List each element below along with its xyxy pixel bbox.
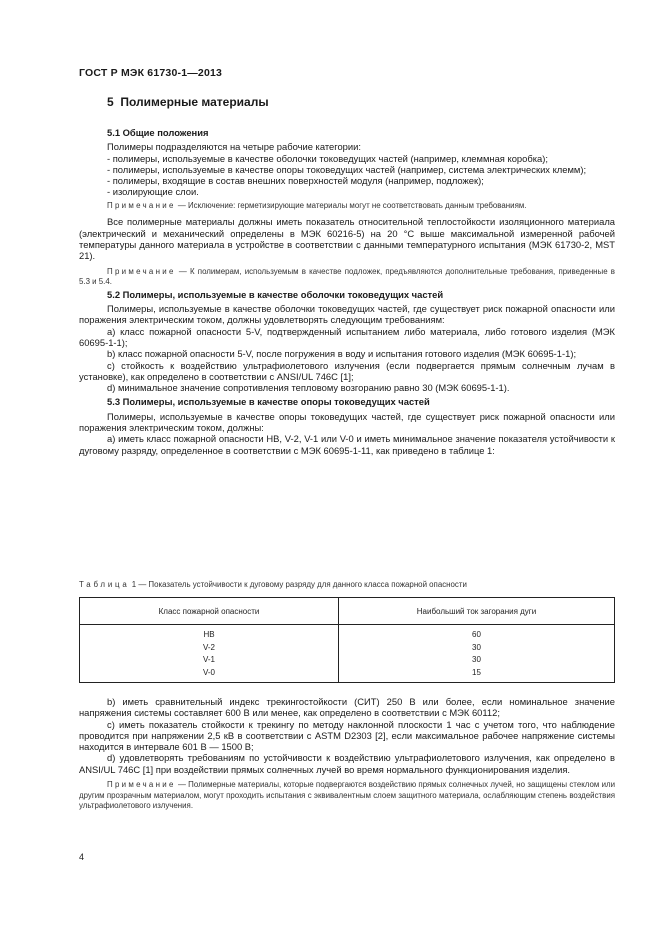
column-header: Наибольший ток загорания дуги xyxy=(339,598,615,625)
note-label: Примечание xyxy=(107,266,176,276)
subsection-title: 5.3 Полимеры, используемые в качестве опоры токоведущих частей xyxy=(107,396,430,408)
table-caption-text: 1 — Показатель устойчивости к дуговому разряду для данного класса пожарной опасности xyxy=(131,580,467,589)
list-item: - изолирующие слои. xyxy=(107,186,199,198)
paragraph: Все полимерные материалы должны иметь показатель относительной теплостойкости изоляционного материала (электрический и механический определены в МЭК 60216-5) на 20 °С выше максимальной измеренной рабочей температуры данного материала в устройстве в соответствии с данными температурного испытания (МЭК 61730-2, MST 21). xyxy=(79,216,615,262)
note xyxy=(79,267,615,288)
section-5-3-continued xyxy=(79,696,615,812)
list-item: - полимеры, используемые в качестве опоры токоведущих частей (например, система электрических клемм); xyxy=(107,163,587,175)
section-title: Полимерные материалы xyxy=(120,95,269,109)
note-text: — Исключение: герметизирующие материалы могут не соответствовать данным требованиям. xyxy=(177,200,527,210)
table-caption xyxy=(79,580,619,589)
table-cell: V-0 xyxy=(80,667,339,683)
list-item: c) стойкость к воздействию ультрафиолетового излучения (если подвергается прямым солнечным лучам в установке), как определено в соответствии с ANSI/UL 746C [1]; xyxy=(79,359,615,382)
list-item: - полимеры, входящие в состав внешних поверхностей модуля (например, подложек); xyxy=(107,175,484,187)
column-header: Класс пожарной опасности xyxy=(80,598,339,625)
page-number: 4 xyxy=(79,852,85,862)
section-5-1 xyxy=(79,127,615,456)
table-cell: HB xyxy=(80,625,339,642)
paragraph: Полимеры подразделяются на четыре рабочие категории: xyxy=(107,141,361,153)
note xyxy=(79,201,615,212)
arc-resistance-table xyxy=(79,597,615,683)
note-label: Примечание xyxy=(107,200,176,210)
list-item: a) класс пожарной опасности 5-V, подтвержденный испытанием либо материала, либо готового изделия (МЭК 60695-1-1); xyxy=(79,325,615,348)
list-item: b) иметь сравнительный индекс трекингостойкости (СИТ) 250 В или более, если номинальное значение напряжения системы составляет 600 В или менее, как определено в соответствии с МЭК 60112; xyxy=(79,696,615,719)
table-cell: V-2 xyxy=(80,642,339,655)
list-item: c) иметь показатель стойкости к трекингу по методу наклонной плоскости 1 час с учетом того, что наблюдение проводится при напряжении 2,5 кВ в соответствии с ASTM D2303 [2], если максимальное рабочее напряжение системы находится в интервале 601 В — 1500 В; xyxy=(79,718,615,753)
table-cell: 60 xyxy=(472,630,481,639)
list-item: d) минимальное значение сопротивления тепловому возгоранию равно 30 (МЭК 60695-1-1). xyxy=(107,382,510,394)
table-row xyxy=(80,642,615,655)
list-item: - полимеры, используемые в качестве оболочки токоведущих частей (например, клеммная коробка); xyxy=(107,152,548,164)
table-cell: 30 xyxy=(472,642,481,652)
paragraph: Полимеры, используемые в качестве оболочки токоведущих частей, где существует риск пожарной опасности или поражения электрическим током, должны удовлетворять следующим требованиям: xyxy=(79,303,615,326)
table-header-row xyxy=(80,598,615,625)
table-row xyxy=(80,667,615,683)
standard-header: ГОСТ Р МЭК 61730-1—2013 xyxy=(79,67,223,79)
note-label: Примечание xyxy=(107,780,176,790)
section-number: 5 xyxy=(107,95,114,109)
paragraph: Полимеры, используемые в качестве опоры токоведущих частей, где существует риск пожарной опасности или поражения электрическим током, должны: xyxy=(79,410,615,434)
list-item: a) иметь класс пожарной опасности HB, V-2, V-1 или V-0 и иметь минимальное значение показателя устойчивости к дуговому разряду, определенное в соответствии с МЭК 60695-1-11, как приведено в таблице 1: xyxy=(79,433,615,456)
table-cell: 15 xyxy=(472,667,481,677)
table-cell: 30 xyxy=(472,655,481,664)
list-item: b) класс пожарной опасности 5-V, после погружения в воду и испытания готового изделия (МЭК 60695-1-1); xyxy=(107,348,577,360)
subsection-title: 5.1 Общие положения xyxy=(107,127,209,138)
subsection-title: 5.2 Полимеры, используемые в качестве оболочки токоведущих частей xyxy=(107,288,444,300)
list-item: d) удовлетворять требованиям по устойчивости к воздействию ультрафиолетового излучения, как определено в ANSI/UL 746C [1] при воздействии прямых солнечных лучей во время нормального функционирования изделия. xyxy=(79,752,615,775)
table-row xyxy=(80,654,615,667)
note xyxy=(79,780,615,812)
section-heading xyxy=(107,95,269,109)
table-cell: V-1 xyxy=(80,654,339,667)
table-row xyxy=(80,625,615,642)
note-text: — Полимерные материалы, которые подвергаются воздействию прямых солнечных лучей, но защищены стеклом или другим прозрачным материалом, могут проходить испытания с эквивалентным слоем защитного материала, ослабляющим степень воздействия ультрафиолетового излучения. xyxy=(79,780,615,811)
note-text: — К полимерам, используемым в качестве подложек, предъявляются дополнительные требования, приведенные в 5.3 и 5.4. xyxy=(79,266,615,287)
table-caption-label: Таблица xyxy=(79,580,130,589)
